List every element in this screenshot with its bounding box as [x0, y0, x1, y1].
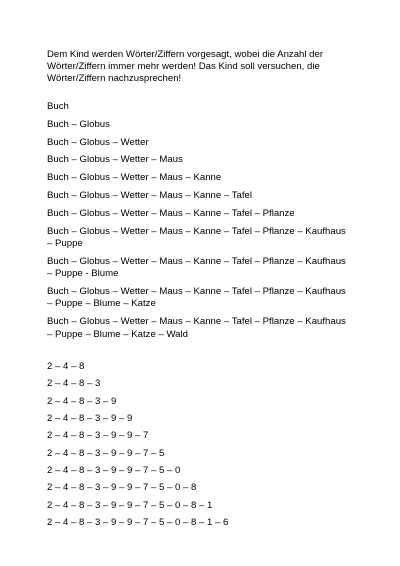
word-sequence-item: Buch – Globus – Wetter – Maus: [47, 154, 183, 166]
word-sequence-item: Buch – Globus – Wetter – Maus – Kanne – Tafel – Pflanze: [47, 207, 295, 219]
digit-sequence-list: [47, 361, 347, 534]
word-sequence-item: Buch – Globus: [47, 118, 110, 130]
digit-sequence-item: 2 – 4 – 8 – 3 – 9 – 9 – 7 – 5 – 0: [47, 465, 181, 477]
word-sequence-item: Buch – Globus – Wetter – Maus – Kanne – Tafel – Pflanze – Kaufhaus – Puppe - Blume: [47, 255, 346, 280]
word-sequence-item: Buch – Globus – Wetter – Maus – Kanne – Tafel – Pflanze – Kaufhaus – Puppe – Blume – Katze – Wald: [47, 316, 346, 340]
instruction-paragraph: Dem Kind werden Wörter/Ziffern vorgesagt, wobei die Anzahl der Wörter/Ziffern immer mehr werden! Das Kind soll versuchen, die Wörter/Ziffern nachzusprechen!: [47, 49, 324, 84]
word-sequence-item: Buch – Globus – Wetter – Maus – Kanne – Tafel – Pflanze – Kaufhaus – Puppe: [47, 225, 346, 249]
digit-sequence-item: 2 – 4 – 8 – 3 – 9 – 9 – 7 – 5: [47, 447, 165, 459]
digit-sequence-item: 2 – 4 – 8 – 3 – 9: [47, 395, 117, 407]
digit-sequence-item: 2 – 4 – 8: [47, 361, 85, 372]
word-sequence-item: Buch – Globus – Wetter: [47, 136, 149, 148]
digit-sequence-item: 2 – 4 – 8 – 3 – 9 – 9: [47, 413, 133, 425]
digit-sequence-item: 2 – 4 – 8 – 3: [47, 378, 101, 390]
word-sequence-item: Buch – Globus – Wetter – Maus – Kanne – Tafel: [47, 189, 252, 201]
digit-sequence-item: 2 – 4 – 8 – 3 – 9 – 9 – 7 – 5 – 0 – 8 – 1 – 6: [47, 517, 229, 529]
digit-sequence-item: 2 – 4 – 8 – 3 – 9 – 9 – 7: [47, 430, 149, 442]
word-sequence-item: Buch – Globus – Wetter – Maus – Kanne: [47, 172, 222, 184]
digit-sequence-item: 2 – 4 – 8 – 3 – 9 – 9 – 7 – 5 – 0 – 8: [47, 482, 197, 494]
word-sequence-item: Buch – Globus – Wetter – Maus – Kanne – Tafel – Pflanze – Kaufhaus – Puppe – Blume – Katze: [47, 285, 346, 310]
word-sequence-item: Buch: [47, 101, 69, 112]
digit-sequence-item: 2 – 4 – 8 – 3 – 9 – 9 – 7 – 5 – 0 – 8 – 1: [47, 499, 213, 511]
word-sequence-list: [47, 101, 347, 346]
